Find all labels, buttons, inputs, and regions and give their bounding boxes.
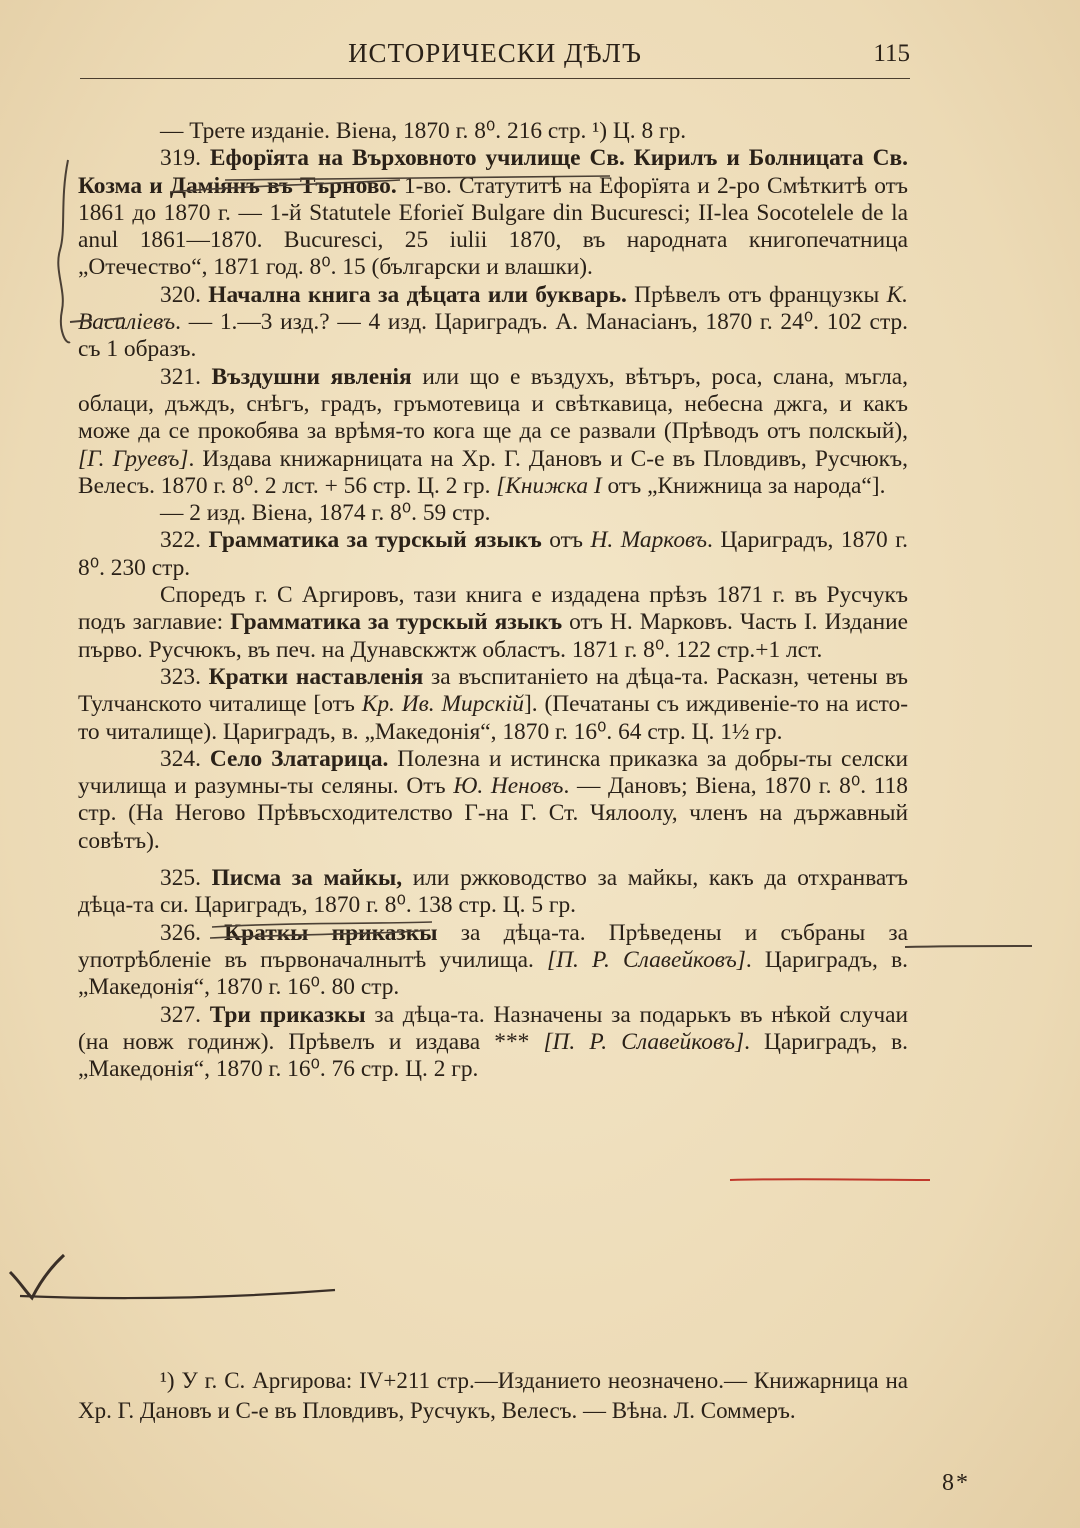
entry-326: 326. Краткы приказкы за дѣца-та. Прѣведены и събраны за употрѣбленіе въ първоначалнытѣ училища. [П. Р. Славейковъ]. Цариградъ, в. „Македонія“, 1870 г. 16⁰. 80 стр. (78, 919, 908, 1001)
entry-number: 323. (160, 663, 209, 690)
entry-number: 327. (160, 1001, 210, 1028)
entry-324: 324. Село Златарица. Полезна и истинска приказка за добры-ты селски училища и разумны-ты селяны. Отъ Ю. Неновъ. — Дановъ; Віена, 1870 г. 8⁰. 118 стр. (На Негово Прѣвъсходителство Г-на Г. Ст. Чялоолу, членъ на държавный совѣтъ). (78, 745, 909, 854)
entry-number: 324. (160, 745, 210, 772)
entry-author: Кр. Ив. Мирскій (361, 691, 524, 718)
entry-author: К. Василіевъ (78, 281, 908, 336)
entry-325: 325. Писма за майкы, или ржководство за майкы, какъ да отхранватъ дѣца-та си. Цариградъ, 1870 г. 8⁰. 138 стр. Ц. 5 гр. (78, 865, 909, 919)
signature-mark: 8* (942, 1470, 970, 1496)
entry-title: Грамматика за турскый языкъ (230, 609, 563, 636)
entry-number: 325. (160, 865, 212, 892)
entry-title: Кратки наставленія (208, 663, 424, 690)
entry-title: Ефорїята на Върховното училище Св. Кирилъ и Болницата Св. Козма и Даміянъ въ Търново. (78, 145, 908, 199)
entry-319: 319. Ефорїята на Върховното училище Св. Кирилъ и Болницата Св. Козма и Даміянъ въ Търново. 1-во. Статутитѣ на Ефорїята и 2-ро Смѣткитѣ отъ 1861 до 1870 г. — 1-й Statutele Eforieĭ Bulgare din Bucuresci; II-lea Socotelele de la anul 1861—1870. Bucuresci, 25 iulii 1870, въ народната книгопечатница „Отечество“, 1871 год. 8⁰. 15 (български и влашки). (78, 145, 908, 281)
footnote (78, 1366, 908, 1426)
checkmark-327 (10, 1255, 64, 1298)
entry-number: 319. (160, 145, 210, 172)
entry-322-note: Споредъ г. С Аргировъ, тази книга е издадена прѣзъ 1871 г. въ Русчукъ подъ заглавие: Грамматика за турскый языкъ отъ Н. Марковъ. Часть I. Издание първо. Русчюкъ, въ печ. на Дунавскжтж областъ. 1871 г. 8⁰. 122 стр.+1 лст. (78, 582, 908, 663)
entry-321-edition: — 2 изд. Віена, 1874 г. 8⁰. 59 стр. (160, 500, 491, 527)
entry-author: Ю. Неновъ (453, 773, 564, 800)
entry-title: Грамматика за турскый языкъ (208, 527, 542, 554)
entry-series: [Книжка I (496, 472, 602, 499)
running-header (80, 34, 910, 79)
entry-number: 320. (160, 281, 209, 308)
entry-number: 326. (160, 919, 225, 946)
footnote-text: ¹) У г. С. Аргирова: IV+211 стр.—Изданието неозначено.— Книжарница на Хр. Г. Дановъ и С-е въ Пловдивъ, Русчукъ, Велесъ. — Вѣна. Л. Соммеръ. (78, 1368, 908, 1423)
running-title: ИСТОРИЧЕСКИ ДѢЛЪ (348, 38, 642, 68)
entry-author: [П. Р. Славейковъ] (543, 1028, 745, 1055)
entry-title: Въздушни явленія (211, 363, 412, 390)
page-number: 115 (873, 40, 910, 67)
entry-author: Н. Марковъ (590, 527, 708, 554)
entry-number: 322. (160, 527, 209, 554)
margin-bracket-mark (58, 160, 70, 342)
entry-title: Три приказкы (209, 1001, 366, 1028)
entry-title: Начална книга за дѣцата или букварь. (208, 281, 627, 308)
entry-title: Писма за майкы, (211, 865, 403, 892)
entry-320: 320. Начална книга за дѣцата или букварь. Прѣвелъ отъ французкы К. Василіевъ. — 1.—3 изд.? — 4 изд. Цариградъ. А. Манасіанъ, 1870 г. 24⁰. 102 стр. съ 1 образъ. (78, 281, 908, 363)
underline-author-327 (20, 1290, 335, 1298)
entry-323: 323. Кратки наставленія за въспитаніето на дѣца-та. Расказн, четены въ Тулчанското читалище [отъ Кр. Ив. Мирскій]. (Печатаны съ иждивеніе-то на исто-то читалище). Цариградъ, в. „Македонія“, 1870 г. 16⁰. 64 стр. Ц. 1½ гр. (78, 663, 908, 745)
right-margin-line (905, 946, 1032, 947)
entry-322: 322. Грамматика за турскый языкъ отъ Н. Марковъ. Цариградъ, 1870 г. 8⁰. 230 стр. (78, 527, 909, 581)
entry-author: [Г. Груевъ] (78, 445, 189, 472)
entry-318-edition: — Трете изданіе. Віена, 1870 г. 8⁰. 216 стр. ¹) Ц. 8 гр. (160, 118, 687, 144)
entry-title: Село Златарица. (209, 745, 389, 772)
entry-number: 321. (160, 363, 212, 390)
bibliography-body (78, 118, 908, 1083)
red-underline-326 (730, 1179, 930, 1180)
entry-author: [П. Р. Славейковъ] (547, 946, 746, 973)
entry-title: Краткы приказкы (224, 919, 438, 946)
entry-327: 327. Три приказкы за дѣца-та. Назначены за подарькъ въ нѣкой случаи (на новж годинж). Прѣвелъ и издава *** [П. Р. Славейковъ]. Цариградъ, в. „Македонія“, 1870 г. 16⁰. 76 стр. Ц. 2 гр. (78, 1001, 908, 1083)
entry-321: 321. Въздушни явленія или що е въздухъ, вѣтъръ, роса, слана, мъгла, облаци, дъждъ, снѣгъ, градъ, гръмотевица и свѣткавица, небесна джга, и какъ може да се прокобява за врѣмя-то кога ще да се развали (Прѣводъ отъ полскый), [Г. Груевъ]. Издава книжарницата на Хр. Г. Дановъ и С-е въ Пловдивъ, Русчюкъ, Велесъ. 1870 г. 8⁰. 2 лст. + 56 стр. Ц. 2 гр. [Книжка I отъ „Книжница за народа“]. (78, 363, 909, 499)
